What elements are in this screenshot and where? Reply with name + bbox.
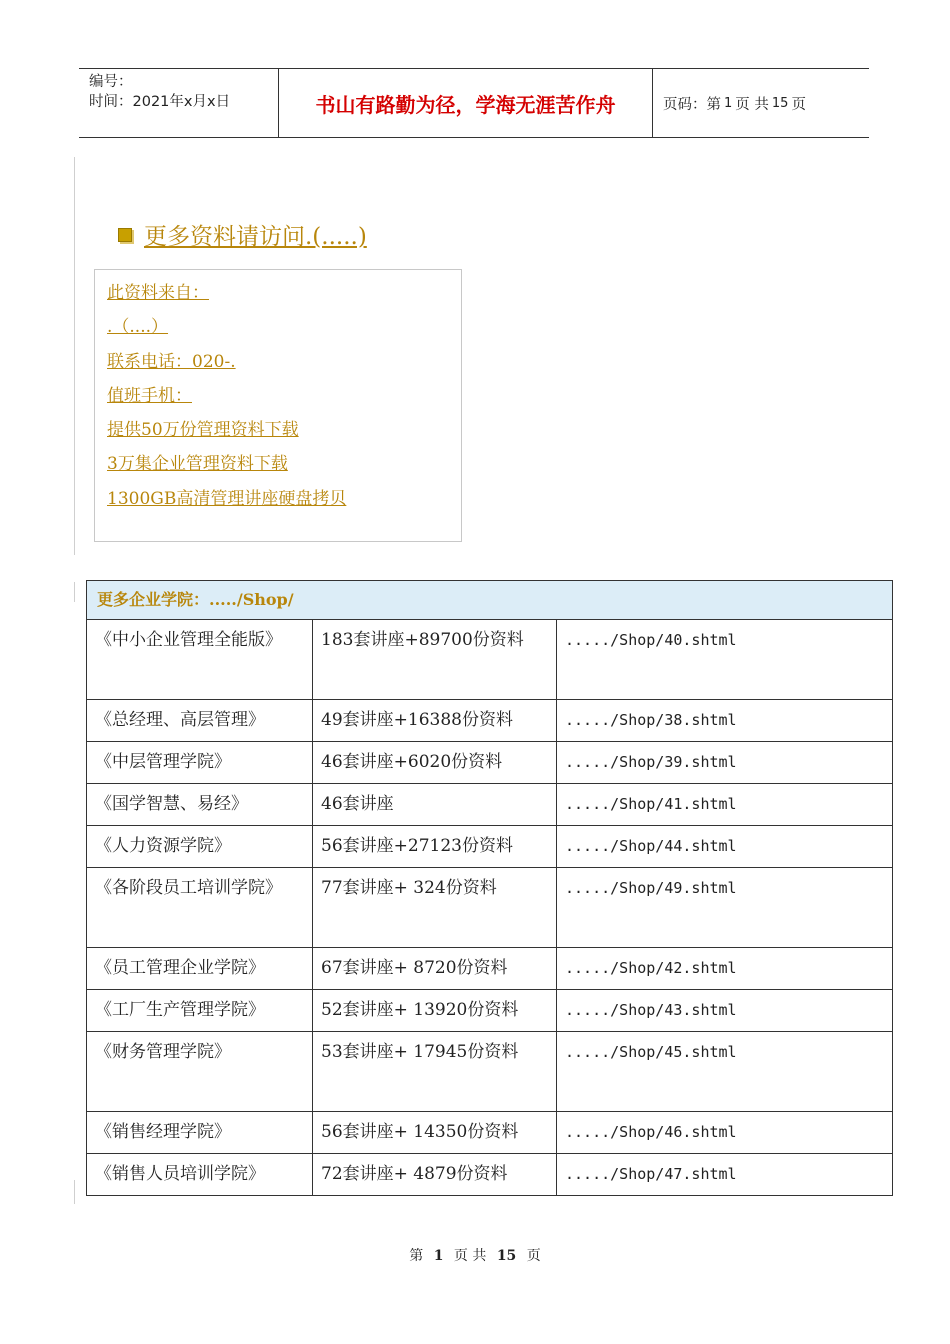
academy-count: 77套讲座+ 324份资料	[313, 868, 557, 948]
academy-url[interactable]: ...../Shop/43.shtml	[557, 990, 893, 1032]
page-header	[79, 68, 869, 138]
info-link[interactable]: 3万集企业管理资料下载	[107, 454, 288, 475]
code-label: 编号：	[89, 74, 133, 90]
academy-table	[86, 580, 893, 1196]
academy-url[interactable]: ...../Shop/42.shtml	[557, 948, 893, 990]
more-info-link[interactable]	[118, 218, 367, 251]
info-link[interactable]: 1300GB高清管理讲座硬盘拷贝	[107, 488, 347, 509]
info-link[interactable]: 联系电话：020-.	[107, 351, 236, 372]
page-prefix: 页码：第	[663, 96, 721, 113]
margin-guide	[74, 582, 75, 602]
footer-suffix: 页	[526, 1248, 541, 1264]
academy-name: 《各阶段员工培训学院》	[87, 868, 313, 948]
page-total: 15	[771, 95, 789, 111]
academy-count: 183套讲座+89700份资料	[313, 620, 557, 700]
table-row	[87, 742, 893, 784]
academy-name: 《中层管理学院》	[87, 742, 313, 784]
academy-count: 46套讲座	[313, 784, 557, 826]
margin-guide	[74, 1180, 75, 1204]
academy-url[interactable]: ...../Shop/46.shtml	[557, 1112, 893, 1154]
footer-total: 15	[496, 1248, 517, 1264]
table-header-link[interactable]: 更多企业学院：...../Shop/	[87, 581, 893, 620]
footer-prefix: 第	[409, 1248, 424, 1264]
academy-url[interactable]: ...../Shop/47.shtml	[557, 1154, 893, 1196]
academy-url[interactable]: ...../Shop/38.shtml	[557, 700, 893, 742]
page-current: 1	[724, 95, 733, 111]
header-motto: 书山有路勤为径，学海无涯苦作舟	[279, 69, 653, 137]
page-footer	[0, 1245, 950, 1265]
info-link[interactable]: 提供50万份管理资料下载	[107, 420, 299, 441]
academy-name: 《工厂生产管理学院》	[87, 990, 313, 1032]
info-box	[94, 269, 462, 542]
header-meta	[79, 69, 279, 137]
academy-url[interactable]: ...../Shop/49.shtml	[557, 868, 893, 948]
square-bullet-icon	[118, 228, 132, 242]
academy-name: 《财务管理学院》	[87, 1032, 313, 1112]
table-row	[87, 700, 893, 742]
info-link[interactable]: 此资料来自：	[107, 283, 209, 303]
table-header-row	[87, 581, 893, 620]
academy-name: 《国学智慧、易经》	[87, 784, 313, 826]
page-suffix: 页	[791, 96, 806, 113]
academy-url[interactable]: ...../Shop/39.shtml	[557, 742, 893, 784]
table-row	[87, 990, 893, 1032]
academy-name: 《销售人员培训学院》	[87, 1154, 313, 1196]
table-row	[87, 620, 893, 700]
academy-count: 52套讲座+ 13920份资料	[313, 990, 557, 1032]
academy-name: 《销售经理学院》	[87, 1112, 313, 1154]
page-mid: 页 共	[735, 96, 769, 113]
academy-name: 《中小企业管理全能版》	[87, 620, 313, 700]
academy-count: 56套讲座+ 14350份资料	[313, 1112, 557, 1154]
time-label: 时间：2021年x月x日	[89, 94, 231, 110]
academy-count: 72套讲座+ 4879份资料	[313, 1154, 557, 1196]
footer-mid: 页 共	[453, 1248, 487, 1264]
header-page-info	[653, 69, 869, 137]
academy-count: 46套讲座+6020份资料	[313, 742, 557, 784]
academy-count: 67套讲座+ 8720份资料	[313, 948, 557, 990]
academy-url[interactable]: ...../Shop/44.shtml	[557, 826, 893, 868]
academy-url[interactable]: ...../Shop/40.shtml	[557, 620, 893, 700]
table-row	[87, 826, 893, 868]
table-row	[87, 1154, 893, 1196]
academy-count: 49套讲座+16388份资料	[313, 700, 557, 742]
academy-count: 56套讲座+27123份资料	[313, 826, 557, 868]
academy-name: 《人力资源学院》	[87, 826, 313, 868]
table-row	[87, 1112, 893, 1154]
info-link[interactable]: .（....）	[107, 317, 169, 338]
more-info-text: 更多资料请访问.(.....)	[144, 224, 367, 250]
margin-guide	[74, 157, 75, 555]
footer-current: 1	[433, 1248, 444, 1264]
info-link[interactable]: 值班手机：	[107, 385, 192, 406]
academy-url[interactable]: ...../Shop/45.shtml	[557, 1032, 893, 1112]
table-row	[87, 868, 893, 948]
table-row	[87, 1032, 893, 1112]
table-row	[87, 948, 893, 990]
table-row	[87, 784, 893, 826]
academy-name: 《总经理、高层管理》	[87, 700, 313, 742]
academy-name: 《员工管理企业学院》	[87, 948, 313, 990]
academy-url[interactable]: ...../Shop/41.shtml	[557, 784, 893, 826]
academy-count: 53套讲座+ 17945份资料	[313, 1032, 557, 1112]
